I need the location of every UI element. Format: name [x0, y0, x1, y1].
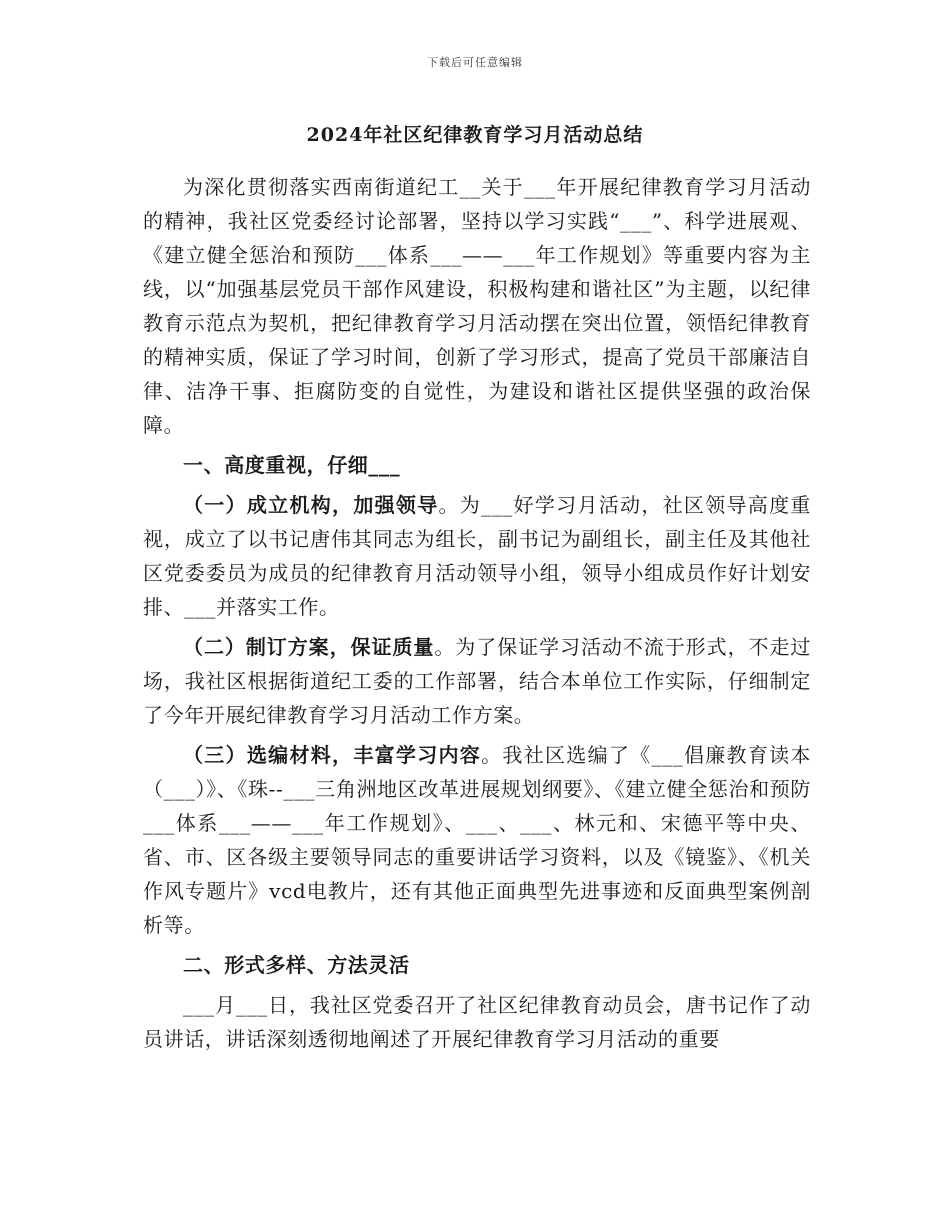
- last-paragraph: ___月___日，我社区党委召开了社区纪律教育动员会，唐书记作了动员讲话，讲话深刻透彻地阐述了开展纪律教育学习月活动的重要: [143, 993, 811, 1051]
- intro-paragraph: 为深化贯彻落实西南街道纪工__关于___年开展纪律教育学习月活动的精神，我社区党委经讨论部署，坚持以学习实践“___”、科学进展观、《建立健全惩治和预防___体系___——___年工作规划》等重要内容为主线，以“加强基层党员干部作风建设，积极构建和谐社区”为主题，以纪律教育示范点为契机，把纪律教育学习月活动摆在突出位置，领悟纪律教育的精神实质，保证了学习时间，创新了学习形式，提高了党员干部廉洁自律、洁净干事、拒腐防变的自觉性，为建设和谐社区提供坚强的政治保障。: [143, 175, 811, 437]
- item-paragraph-2: [143, 630, 811, 732]
- section-heading-2: 二、形式多样、方法灵活: [183, 953, 410, 977]
- item-lead-2: （二）制订方案，保证质量: [183, 635, 435, 659]
- item-paragraph-1: [143, 488, 811, 624]
- item-lead-1: （一）成立机构，加强领导: [183, 493, 439, 517]
- item-text-1: 。为___好学习月活动，社区领导高度重视，成立了以书记唐伟其同志为组长，副书记为副组长，副主任及其他社区党委委员为成员的纪律教育月活动领导小组，领导小组成员作好计划安排、___并落实工作。: [143, 493, 811, 619]
- document-title: 2024年社区纪律教育学习月活动总结: [306, 124, 644, 146]
- item-text-2: 。为了保证学习活动不流于形式，不走过场，我社区根据街道纪工委的工作部署，结合本单位工作实际，仔细制定了今年开展纪律教育学习月活动工作方案。: [143, 635, 811, 727]
- page-header-note: 下载后可任意编辑: [427, 56, 523, 69]
- section-heading-1: 一、高度重视，仔细___: [183, 453, 401, 477]
- item-lead-3: （三）选编材料，丰富学习内容: [183, 743, 482, 767]
- document-body: [143, 170, 811, 1062]
- item-paragraph-3: [143, 738, 811, 942]
- item-text-3: 。我社区选编了《___倡廉教育读本（___）》、《珠--___三角洲地区改革进展规划纲要》、《建立健全惩治和预防___体系___——___年工作规划》、___、___、林元和、宋德平等中央、省、市、区各级主要领导同志的重要讲话学习资料，以及《镜鉴》、《机关作风专题片》vcd电教片，还有其他正面典型先进事迹和反面典型案例剖析等。: [143, 743, 812, 937]
